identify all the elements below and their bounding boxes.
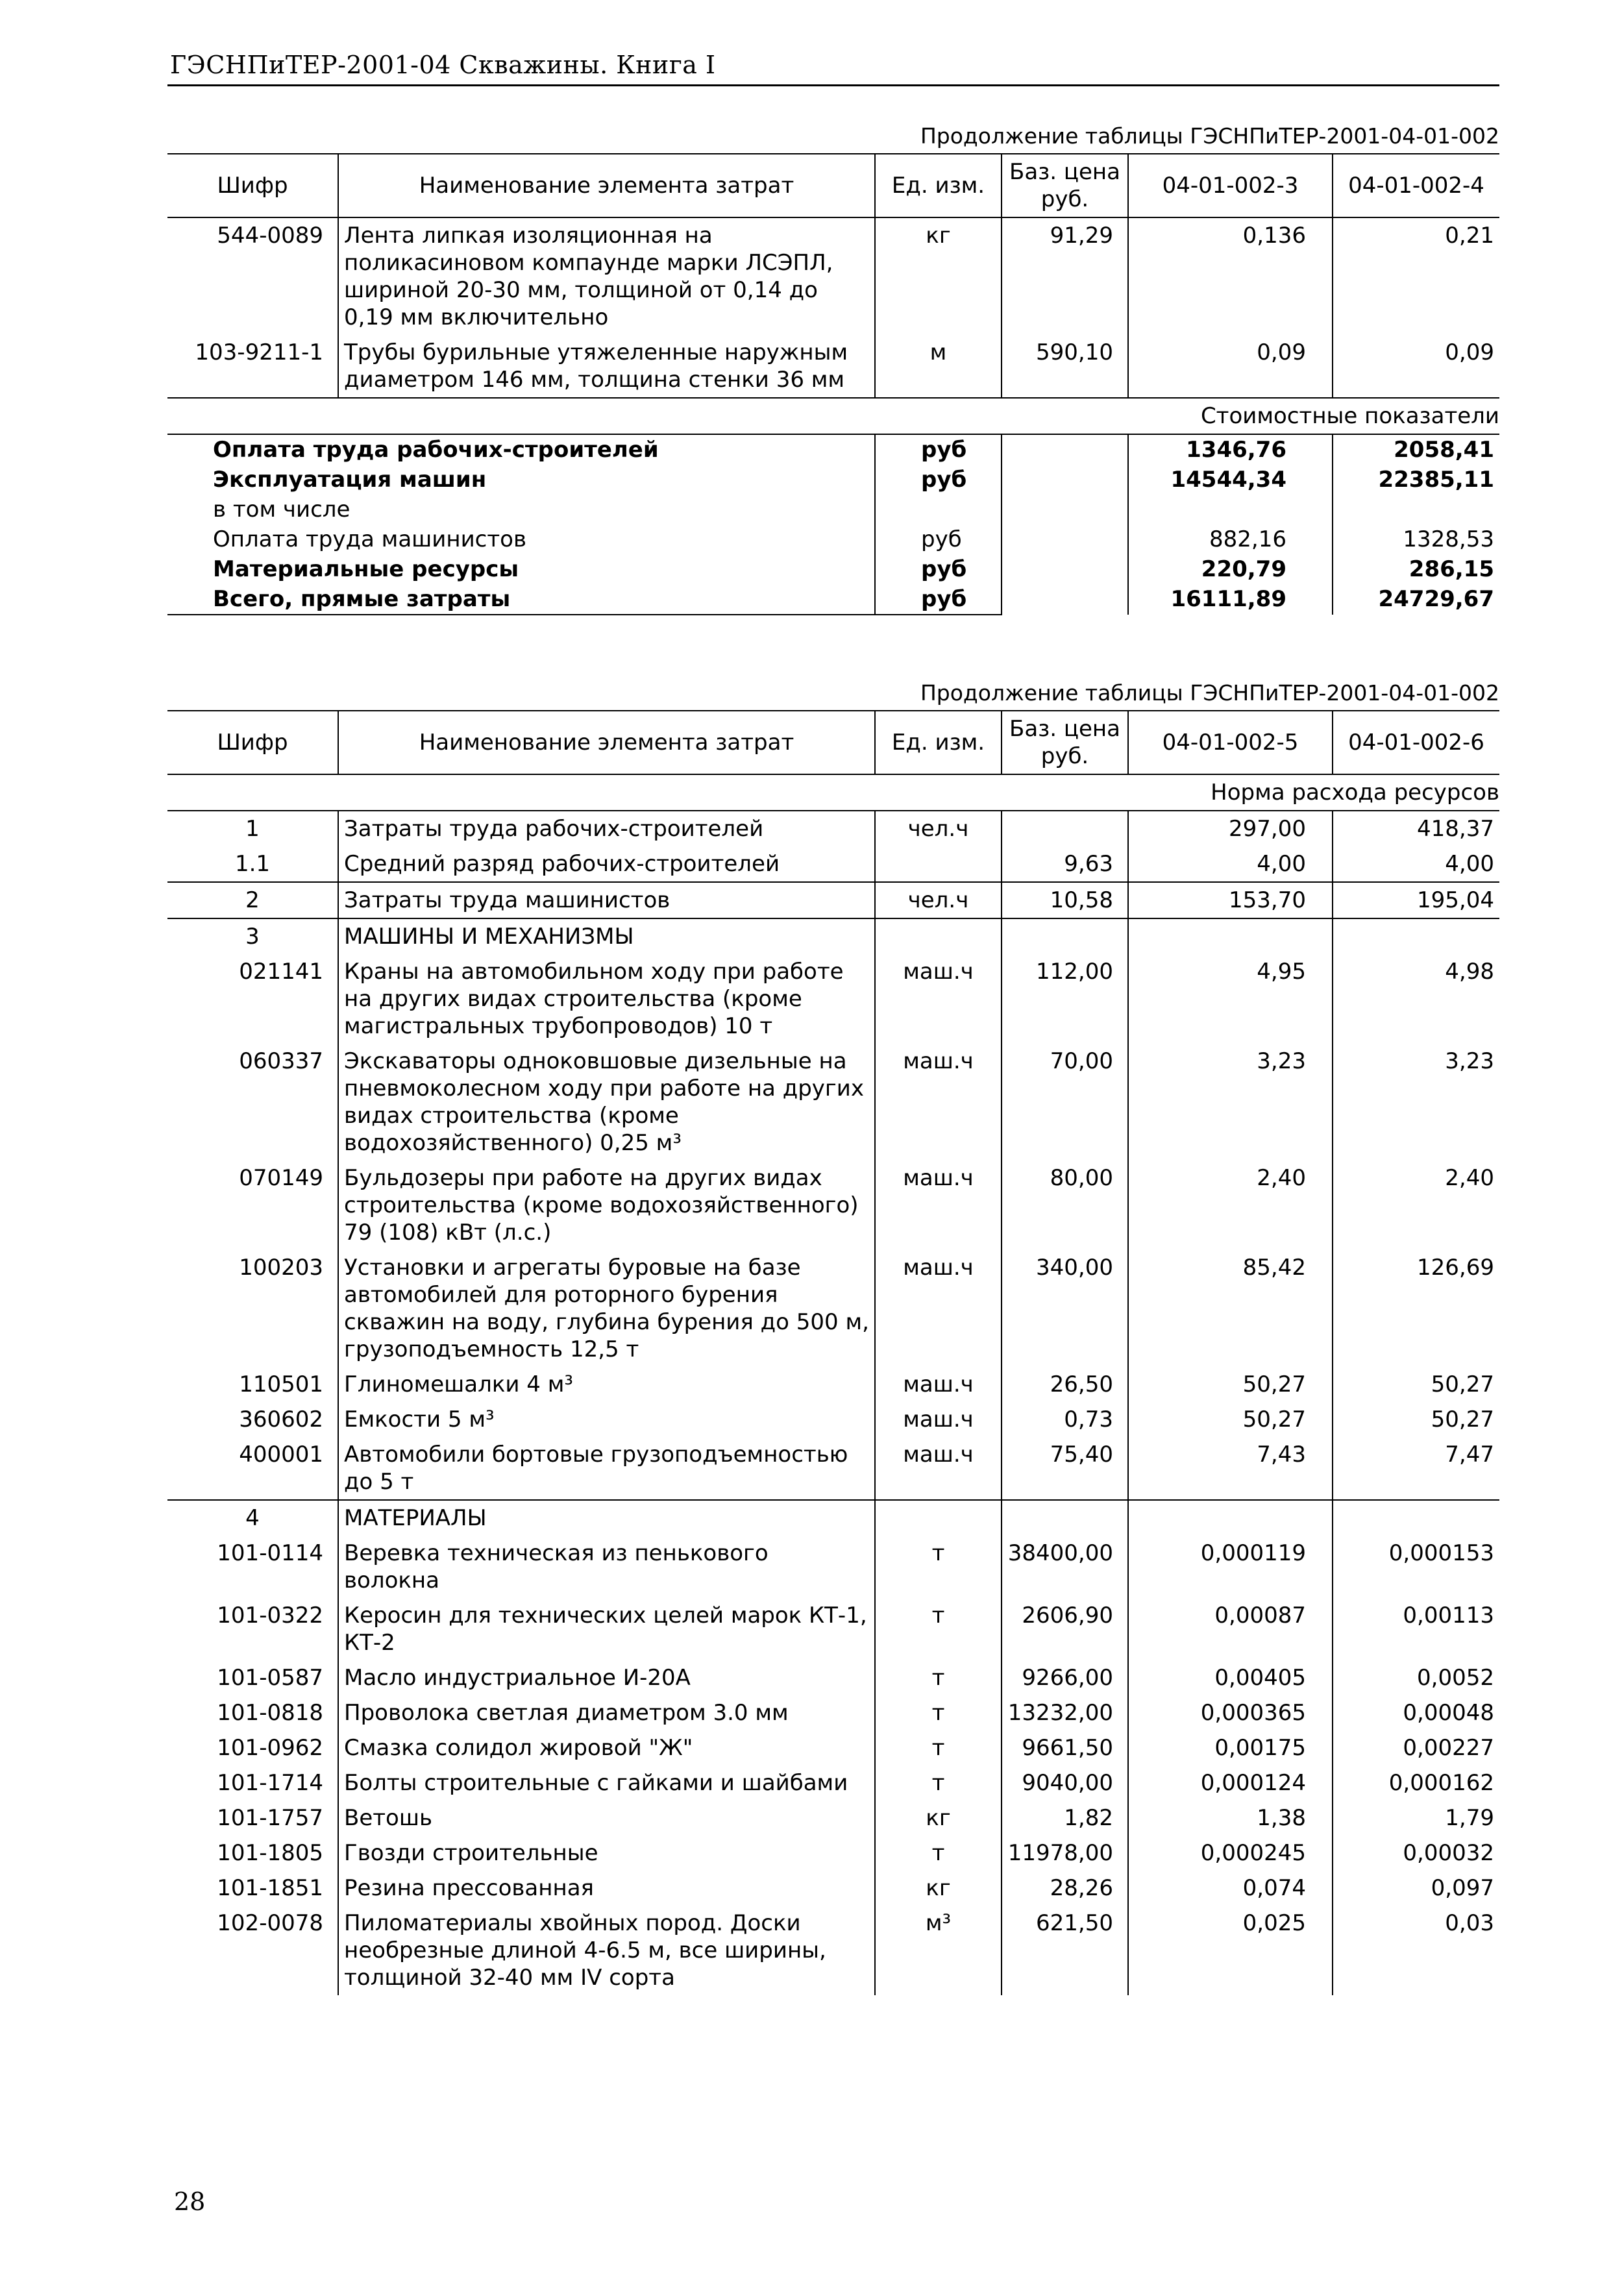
resource-code: 400001 bbox=[239, 1442, 323, 1468]
unit: маш.ч bbox=[875, 1367, 1002, 1402]
unit: т bbox=[875, 1536, 1002, 1598]
resource-name: Экскаваторы одноковшовые дизельные на пневмоколесном ходу при работе на других видах строительства (кроме водохозяйственного) 0,25 м³ bbox=[338, 1044, 875, 1161]
base-price: 91,29 bbox=[1002, 217, 1128, 335]
resource-code: 060337 bbox=[239, 1048, 323, 1074]
table2-subheader-row bbox=[167, 774, 1499, 811]
resource-name: Проволока светлая диаметром 3.0 мм bbox=[338, 1695, 875, 1730]
unit: кг bbox=[875, 217, 1002, 335]
base-price: 9661,50 bbox=[1002, 1730, 1128, 1765]
table1-subheader-row bbox=[167, 398, 1499, 434]
table-row bbox=[167, 1402, 1499, 1437]
value-col-a: 153,70 bbox=[1128, 882, 1333, 918]
resource-name: Автомобили бортовые грузоподъемностью до 5 т bbox=[338, 1437, 875, 1500]
unit bbox=[875, 918, 1002, 954]
cost-table-2 bbox=[167, 710, 1499, 1995]
value-col-b: 0,000153 bbox=[1333, 1536, 1499, 1598]
table-row bbox=[167, 1161, 1499, 1250]
header-rule bbox=[167, 84, 1499, 86]
resource-name: Гвозди строительные bbox=[338, 1836, 875, 1871]
value-col-a: 3,23 bbox=[1128, 1044, 1333, 1161]
unit bbox=[875, 1500, 1002, 1536]
unit: кг bbox=[875, 1871, 1002, 1906]
resource-code: 101-0114 bbox=[217, 1540, 323, 1566]
resource-code: 100203 bbox=[239, 1255, 323, 1281]
unit: м bbox=[875, 335, 1002, 398]
resource-name: Керосин для технических целей марок КТ-1, КТ-2 bbox=[338, 1598, 875, 1660]
value-col-a: 0,00087 bbox=[1128, 1598, 1333, 1660]
resource-name: Трубы бурильные утяжеленные наружным диаметром 146 мм, толщина стенки 36 мм bbox=[338, 335, 875, 398]
value-col-b: 1,79 bbox=[1333, 1801, 1499, 1836]
totals-label: Оплата труда машинистов bbox=[213, 526, 527, 552]
section-row bbox=[167, 918, 1499, 954]
totals-price-empty bbox=[1002, 584, 1128, 615]
table-row bbox=[167, 1598, 1499, 1660]
value-col-a bbox=[1128, 918, 1333, 954]
totals-row bbox=[167, 434, 1499, 465]
resource-code: 101-0818 bbox=[217, 1700, 323, 1726]
value-col-b: 0,21 bbox=[1333, 217, 1499, 335]
totals-label: Эксплуатация машин bbox=[213, 467, 487, 493]
value-col-b: 4,98 bbox=[1333, 954, 1499, 1044]
value-col-a: 0,000365 bbox=[1128, 1695, 1333, 1730]
resource-name: Болты строительные с гайками и шайбами bbox=[338, 1765, 875, 1801]
value-col-b: 0,00048 bbox=[1333, 1695, 1499, 1730]
base-price: 340,00 bbox=[1002, 1250, 1128, 1367]
value-col-b: 3,23 bbox=[1333, 1044, 1499, 1161]
table-row bbox=[167, 1044, 1499, 1161]
resource-name: Бульдозеры при работе на других видах строительства (кроме водохозяйственного) 79 (108) кВт (л.с.) bbox=[338, 1161, 875, 1250]
value-col-b: 0,00227 bbox=[1333, 1730, 1499, 1765]
table-row bbox=[167, 1836, 1499, 1871]
value-col-b: 4,00 bbox=[1333, 846, 1499, 882]
unit: т bbox=[875, 1695, 1002, 1730]
resource-code: 360602 bbox=[239, 1407, 323, 1432]
value-col-b: 7,47 bbox=[1333, 1437, 1499, 1500]
value-col-b: 195,04 bbox=[1333, 882, 1499, 918]
value-col-b: 50,27 bbox=[1333, 1367, 1499, 1402]
cost-table-1 bbox=[167, 153, 1499, 615]
table-row bbox=[167, 217, 1499, 335]
resource-name: Ветошь bbox=[338, 1801, 875, 1836]
table-row bbox=[167, 846, 1499, 882]
unit: т bbox=[875, 1765, 1002, 1801]
unit: маш.ч bbox=[875, 1161, 1002, 1250]
value-col-b: 2,40 bbox=[1333, 1161, 1499, 1250]
totals-value-b: 24729,67 bbox=[1333, 584, 1499, 615]
resource-name: Пиломатериалы хвойных пород. Доски необрезные длиной 4-6.5 м, все ширины, толщиной 32-40 мм IV сорта bbox=[338, 1906, 875, 1995]
totals-value-b: 2058,41 bbox=[1333, 434, 1499, 465]
table1-header-row bbox=[167, 154, 1499, 217]
totals-label: Материальные ресурсы bbox=[213, 556, 519, 582]
totals-label: Всего, прямые затраты bbox=[167, 584, 875, 615]
base-price: 10,58 bbox=[1002, 882, 1128, 918]
value-col-a: 0,000119 bbox=[1128, 1536, 1333, 1598]
resource-name: Лента липкая изоляционная на поликасиновом компаунде марки ЛСЭПЛ, шириной 20-30 мм, толщиной от 0,14 до 0,19 мм включительно bbox=[338, 217, 875, 335]
table1-header-col-b: 04-01-002-4 bbox=[1333, 154, 1499, 217]
value-col-a: 7,43 bbox=[1128, 1437, 1333, 1500]
value-col-a: 4,00 bbox=[1128, 846, 1333, 882]
table2-header-col-a: 04-01-002-5 bbox=[1128, 711, 1333, 774]
table1-subheader: Стоимостные показатели bbox=[167, 398, 1499, 434]
running-header: ГЭСНПиТЕР-2001-04 Скважины. Книга I bbox=[170, 51, 716, 79]
table-row bbox=[167, 1906, 1499, 1995]
table2-header-col-b: 04-01-002-6 bbox=[1333, 711, 1499, 774]
totals-label: Оплата труда рабочих-строителей bbox=[213, 437, 659, 463]
resource-code: 021141 bbox=[239, 959, 323, 985]
page-number: 28 bbox=[174, 2187, 206, 2216]
resource-name: Глиномешалки 4 м³ bbox=[338, 1367, 875, 1402]
value-col-b bbox=[1333, 1500, 1499, 1536]
value-col-b: 418,37 bbox=[1333, 811, 1499, 846]
resource-code: 101-0587 bbox=[217, 1665, 323, 1691]
table-row bbox=[167, 1536, 1499, 1598]
base-price: 0,73 bbox=[1002, 1402, 1128, 1437]
value-col-a bbox=[1128, 1500, 1333, 1536]
table2-header-row bbox=[167, 711, 1499, 774]
resource-code: 1 bbox=[245, 816, 260, 842]
table1-caption: Продолжение таблицы ГЭСНПиТЕР-2001-04-01-002 bbox=[920, 123, 1499, 149]
table-row bbox=[167, 1250, 1499, 1367]
totals-row bbox=[167, 465, 1499, 495]
base-price bbox=[1002, 918, 1128, 954]
table2-header-unit: Ед. изм. bbox=[875, 711, 1002, 774]
table-row bbox=[167, 1730, 1499, 1765]
totals-unit: руб bbox=[875, 584, 1002, 615]
totals-price-empty bbox=[1002, 465, 1128, 495]
value-col-b: 126,69 bbox=[1333, 1250, 1499, 1367]
resource-code: 101-1851 bbox=[217, 1875, 323, 1901]
unit: т bbox=[875, 1660, 1002, 1695]
totals-value-a bbox=[1128, 495, 1333, 524]
unit: чел.ч bbox=[875, 811, 1002, 846]
table2-subheader: Норма расхода ресурсов bbox=[167, 774, 1499, 811]
unit: маш.ч bbox=[875, 1044, 1002, 1161]
value-col-b: 0,0052 bbox=[1333, 1660, 1499, 1695]
section-row bbox=[167, 1500, 1499, 1536]
totals-label: в том числе bbox=[213, 497, 351, 522]
totals-unit: руб bbox=[875, 554, 1002, 584]
value-col-a: 0,00175 bbox=[1128, 1730, 1333, 1765]
unit: т bbox=[875, 1836, 1002, 1871]
totals-value-a: 1346,76 bbox=[1128, 434, 1333, 465]
base-price: 28,26 bbox=[1002, 1871, 1128, 1906]
base-price: 590,10 bbox=[1002, 335, 1128, 398]
value-col-a: 0,00405 bbox=[1128, 1660, 1333, 1695]
value-col-b: 0,03 bbox=[1333, 1906, 1499, 1995]
resource-name: Емкости 5 м³ bbox=[338, 1402, 875, 1437]
table-row bbox=[167, 1660, 1499, 1695]
resource-code: 101-1714 bbox=[217, 1770, 323, 1796]
base-price: 9266,00 bbox=[1002, 1660, 1128, 1695]
totals-value-a: 882,16 bbox=[1128, 524, 1333, 554]
base-price: 112,00 bbox=[1002, 954, 1128, 1044]
unit: т bbox=[875, 1730, 1002, 1765]
table1-header-price: Баз. цена руб. bbox=[1002, 154, 1128, 217]
totals-row bbox=[167, 554, 1499, 584]
resource-code: 102-0078 bbox=[217, 1910, 323, 1936]
totals-value-b: 1328,53 bbox=[1333, 524, 1499, 554]
value-col-a: 0,025 bbox=[1128, 1906, 1333, 1995]
table-row bbox=[167, 811, 1499, 846]
totals-price-empty bbox=[1002, 495, 1128, 524]
unit: маш.ч bbox=[875, 1250, 1002, 1367]
totals-price-empty bbox=[1002, 554, 1128, 584]
value-col-a: 0,136 bbox=[1128, 217, 1333, 335]
resource-name: Средний разряд рабочих-строителей bbox=[338, 846, 875, 882]
resource-code: 070149 bbox=[239, 1165, 323, 1191]
table-row bbox=[167, 335, 1499, 398]
unit: кг bbox=[875, 1801, 1002, 1836]
totals-unit: руб bbox=[875, 434, 1002, 465]
resource-name: Веревка техническая из пенькового волокна bbox=[338, 1536, 875, 1598]
resource-name: Затраты труда машинистов bbox=[338, 882, 875, 918]
resource-code: 101-0322 bbox=[217, 1603, 323, 1628]
resource-name: Установки и агрегаты буровые на базе автомобилей для роторного бурения скважин на воду, глубина бурения до 500 м, грузоподъемность 12,5 т bbox=[338, 1250, 875, 1367]
base-price: 38400,00 bbox=[1002, 1536, 1128, 1598]
totals-unit bbox=[875, 495, 1002, 524]
value-col-a: 0,000124 bbox=[1128, 1765, 1333, 1801]
value-col-b: 0,097 bbox=[1333, 1871, 1499, 1906]
table1-header-name: Наименование элемента затрат bbox=[338, 154, 875, 217]
resource-code: 3 bbox=[167, 918, 338, 954]
table-row bbox=[167, 1695, 1499, 1730]
base-price: 70,00 bbox=[1002, 1044, 1128, 1161]
base-price: 9,63 bbox=[1002, 846, 1128, 882]
totals-unit: руб bbox=[875, 465, 1002, 495]
base-price: 1,82 bbox=[1002, 1801, 1128, 1836]
table-row bbox=[167, 882, 1499, 918]
table2-header-code: Шифр bbox=[167, 711, 338, 774]
totals-value-b bbox=[1333, 495, 1499, 524]
resource-name: Затраты труда рабочих-строителей bbox=[338, 811, 875, 846]
base-price: 80,00 bbox=[1002, 1161, 1128, 1250]
totals-value-a: 14544,34 bbox=[1128, 465, 1333, 495]
value-col-a: 1,38 bbox=[1128, 1801, 1333, 1836]
totals-value-a: 220,79 bbox=[1128, 554, 1333, 584]
resource-code: 101-1757 bbox=[217, 1805, 323, 1831]
value-col-b: 0,000162 bbox=[1333, 1765, 1499, 1801]
resource-code: 101-1805 bbox=[217, 1840, 323, 1866]
unit: маш.ч bbox=[875, 1402, 1002, 1437]
value-col-b: 50,27 bbox=[1333, 1402, 1499, 1437]
table-row bbox=[167, 954, 1499, 1044]
resource-code: 544-0089 bbox=[217, 223, 323, 249]
totals-value-b: 22385,11 bbox=[1333, 465, 1499, 495]
value-col-b: 0,00113 bbox=[1333, 1598, 1499, 1660]
resource-code: 4 bbox=[167, 1500, 338, 1536]
table2-header-name: Наименование элемента затрат bbox=[338, 711, 875, 774]
unit: м³ bbox=[875, 1906, 1002, 1995]
base-price: 2606,90 bbox=[1002, 1598, 1128, 1660]
base-price bbox=[1002, 1500, 1128, 1536]
section-title: МАТЕРИАЛЫ bbox=[338, 1500, 875, 1536]
base-price: 621,50 bbox=[1002, 1906, 1128, 1995]
table1-header-code: Шифр bbox=[167, 154, 338, 217]
table1-header-col-a: 04-01-002-3 bbox=[1128, 154, 1333, 217]
resource-code: 2 bbox=[167, 882, 338, 918]
base-price: 11978,00 bbox=[1002, 1836, 1128, 1871]
table2-caption: Продолжение таблицы ГЭСНПиТЕР-2001-04-01-002 bbox=[920, 680, 1499, 706]
resource-name: Смазка солидол жировой "Ж" bbox=[338, 1730, 875, 1765]
totals-row bbox=[167, 524, 1499, 554]
value-col-b bbox=[1333, 918, 1499, 954]
value-col-a: 0,09 bbox=[1128, 335, 1333, 398]
table-row bbox=[167, 1871, 1499, 1906]
value-col-a: 85,42 bbox=[1128, 1250, 1333, 1367]
value-col-a: 0,074 bbox=[1128, 1871, 1333, 1906]
base-price bbox=[1002, 811, 1128, 846]
value-col-a: 50,27 bbox=[1128, 1367, 1333, 1402]
resource-code: 103-9211-1 bbox=[195, 339, 323, 365]
totals-row bbox=[167, 584, 1499, 615]
resource-name: Резина прессованная bbox=[338, 1871, 875, 1906]
base-price: 75,40 bbox=[1002, 1437, 1128, 1500]
table-row bbox=[167, 1367, 1499, 1402]
unit: маш.ч bbox=[875, 1437, 1002, 1500]
table-row bbox=[167, 1437, 1499, 1500]
resource-code: 1.1 bbox=[234, 851, 271, 877]
value-col-a: 4,95 bbox=[1128, 954, 1333, 1044]
unit: маш.ч bbox=[875, 954, 1002, 1044]
table-row bbox=[167, 1801, 1499, 1836]
value-col-a: 50,27 bbox=[1128, 1402, 1333, 1437]
table1-header-unit: Ед. изм. bbox=[875, 154, 1002, 217]
totals-value-a: 16111,89 bbox=[1128, 584, 1333, 615]
table-row bbox=[167, 1765, 1499, 1801]
totals-unit: руб bbox=[875, 524, 1002, 554]
resource-name: Масло индустриальное И-20А bbox=[338, 1660, 875, 1695]
totals-price-empty bbox=[1002, 524, 1128, 554]
section-title: МАШИНЫ И МЕХАНИЗМЫ bbox=[338, 918, 875, 954]
unit: чел.ч bbox=[875, 882, 1002, 918]
unit bbox=[875, 846, 1002, 882]
resource-code: 110501 bbox=[239, 1371, 323, 1397]
base-price: 13232,00 bbox=[1002, 1695, 1128, 1730]
base-price: 9040,00 bbox=[1002, 1765, 1128, 1801]
value-col-a: 2,40 bbox=[1128, 1161, 1333, 1250]
value-col-a: 297,00 bbox=[1128, 811, 1333, 846]
unit: т bbox=[875, 1598, 1002, 1660]
value-col-a: 0,000245 bbox=[1128, 1836, 1333, 1871]
table2-header-price: Баз. цена руб. bbox=[1002, 711, 1128, 774]
totals-price-empty bbox=[1002, 434, 1128, 465]
totals-value-b: 286,15 bbox=[1333, 554, 1499, 584]
resource-code: 101-0962 bbox=[217, 1735, 323, 1761]
value-col-b: 0,09 bbox=[1333, 335, 1499, 398]
base-price: 26,50 bbox=[1002, 1367, 1128, 1402]
value-col-b: 0,00032 bbox=[1333, 1836, 1499, 1871]
resource-name: Краны на автомобильном ходу при работе на других видах строительства (кроме магистральных трубопроводов) 10 т bbox=[338, 954, 875, 1044]
totals-row bbox=[167, 495, 1499, 524]
